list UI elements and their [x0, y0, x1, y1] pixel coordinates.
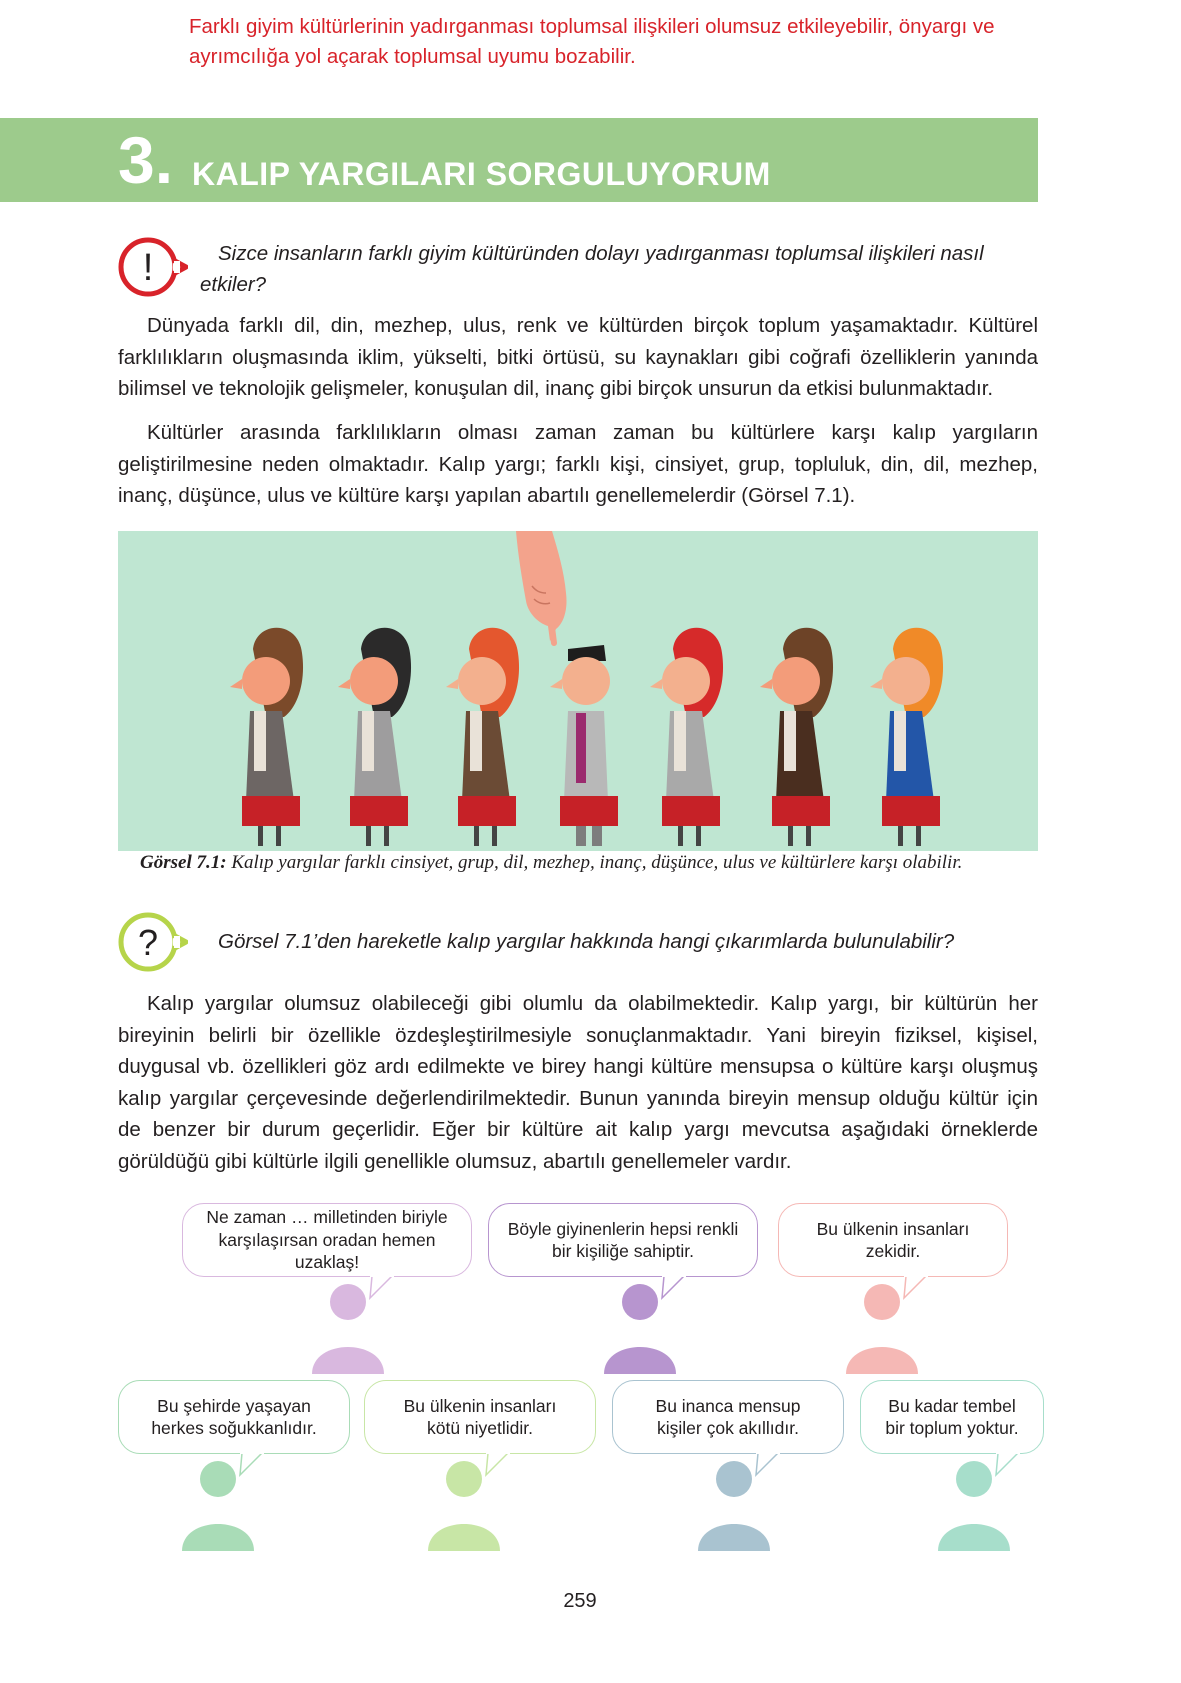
woman-figure-6: [870, 628, 943, 846]
person-icon-7: [930, 1451, 1040, 1555]
top-note: Farklı giyim kültürlerinin yadırganması toplumsal ilişkileri olumsuz etkileyebilir, önyargı ve ayrımcılığa yol açarak toplumsal uyumu bozabilir.: [189, 15, 995, 68]
person-icon-4: [174, 1451, 284, 1555]
speech-bubble-1: Ne zaman … milletinden biriyle karşılaşırsan oradan hemen uzaklaş!: [182, 1203, 472, 1277]
man-figure: [550, 645, 618, 846]
stereotype-illustration: [118, 531, 1038, 851]
section-title: KALIP YARGILARI SORGULUYORUM: [192, 156, 771, 192]
figure-illustration: [118, 531, 1038, 851]
figure-caption: Görsel 7.1: Kalıp yargılar farklı cinsiyet, grup, dil, mezhep, inanç, düşünce, ulus ve kültürlere karşı olabilir.: [140, 852, 963, 873]
speech-bubble-4: Bu şehirde yaşayan herkes soğukkanlıdır.: [118, 1380, 350, 1454]
paragraph-1: Dünyada farklı dil, din, mezhep, ulus, renk ve kültürden birçok toplum yaşamaktadır. Kültürel farklılıkların oluşmasında iklim, yükselti, bitki örtüsü, su kaynakları gibi coğrafi özelliklerin yanında bilimsel ve teknolojik gelişmeler, konuşulan dil, inanç gibi birçok unsurun da etkisi bulunmaktadır.: [118, 314, 1038, 400]
people-row: [230, 628, 943, 846]
question-mark-icon: [116, 911, 188, 973]
person-icon-1: [300, 1274, 410, 1378]
pointing-hand-icon: [516, 531, 567, 643]
svg-text:!: !: [142, 247, 154, 289]
paragraph-2: Kültürler arasında farklılıkların olması zaman zaman bu kültürlere karşı kalıp yargıların geliştirilmesine neden olmaktadır. Kalıp yargı; farklı kişi, cinsiyet, grup, topluluk, din, dil, mezhep, inanç, düşünce, ulus ve kültüre karşı yapılan abartılı genellemelerdir (Görsel 7.1).: [118, 421, 1038, 507]
speech-bubble-2: Böyle giyinenlerin hepsi renkli bir kişiliğe sahiptir.: [488, 1203, 758, 1277]
person-icon-2: [596, 1274, 706, 1378]
person-icon-5: [420, 1451, 530, 1555]
svg-text:?: ?: [137, 922, 159, 963]
speech-bubble-3: Bu ülkenin insanları zekidir.: [778, 1203, 1008, 1277]
woman-figure-2: [338, 628, 411, 846]
woman-figure-4: [650, 628, 723, 846]
paragraph-3: Kalıp yargılar olumsuz olabileceği gibi olumlu da olabilmektedir. Kalıp yargı, bir kültürün her bireyinin belirli bir özellikle özdeşleştirilmesiyle sonuçlanmaktadır. Yani bireyin fiziksel, kişisel, duygusal vb. özellikleri göz ardı edilmekte ve birey hangi kültüre mensupsa o kültüre karşı oluşmuş kalıp yargılar çerçevesinde değerlendirilmektedir. Bunun yanında bireyin mensup olduğu kültür için de benzer bir durum geçerlidir. Eğer bir kültüre ait kalıp yargı mevcutsa aşağıdaki örneklerde görüldüğü gibi kültürle ilgili genellikle olumsuz, abartılı genellemeler vardır.: [118, 992, 1038, 1173]
page-number: 259: [563, 1590, 597, 1612]
exclamation-icon: [116, 236, 188, 298]
woman-figure-5: [760, 628, 833, 846]
person-icon-6: [690, 1451, 800, 1555]
speech-bubble-7: Bu kadar tembel bir toplum yoktur.: [860, 1380, 1044, 1454]
question-1: Sizce insanların farklı giyim kültüründen dolayı yadırganması toplumsal ilişkileri nasıl etkiler?: [200, 242, 984, 296]
speech-bubble-6: Bu inanca mensup kişiler çok akıllıdır.: [612, 1380, 844, 1454]
woman-figure-3: [446, 628, 519, 846]
speech-bubble-5: Bu ülkenin insanları kötü niyetlidir.: [364, 1380, 596, 1454]
woman-figure-1: [230, 628, 303, 846]
section-number: 3.: [118, 123, 174, 197]
question-2: Görsel 7.1’den hareketle kalıp yargılar hakkında hangi çıkarımlarda bulunulabilir?: [218, 930, 955, 953]
person-icon-3: [838, 1274, 948, 1378]
